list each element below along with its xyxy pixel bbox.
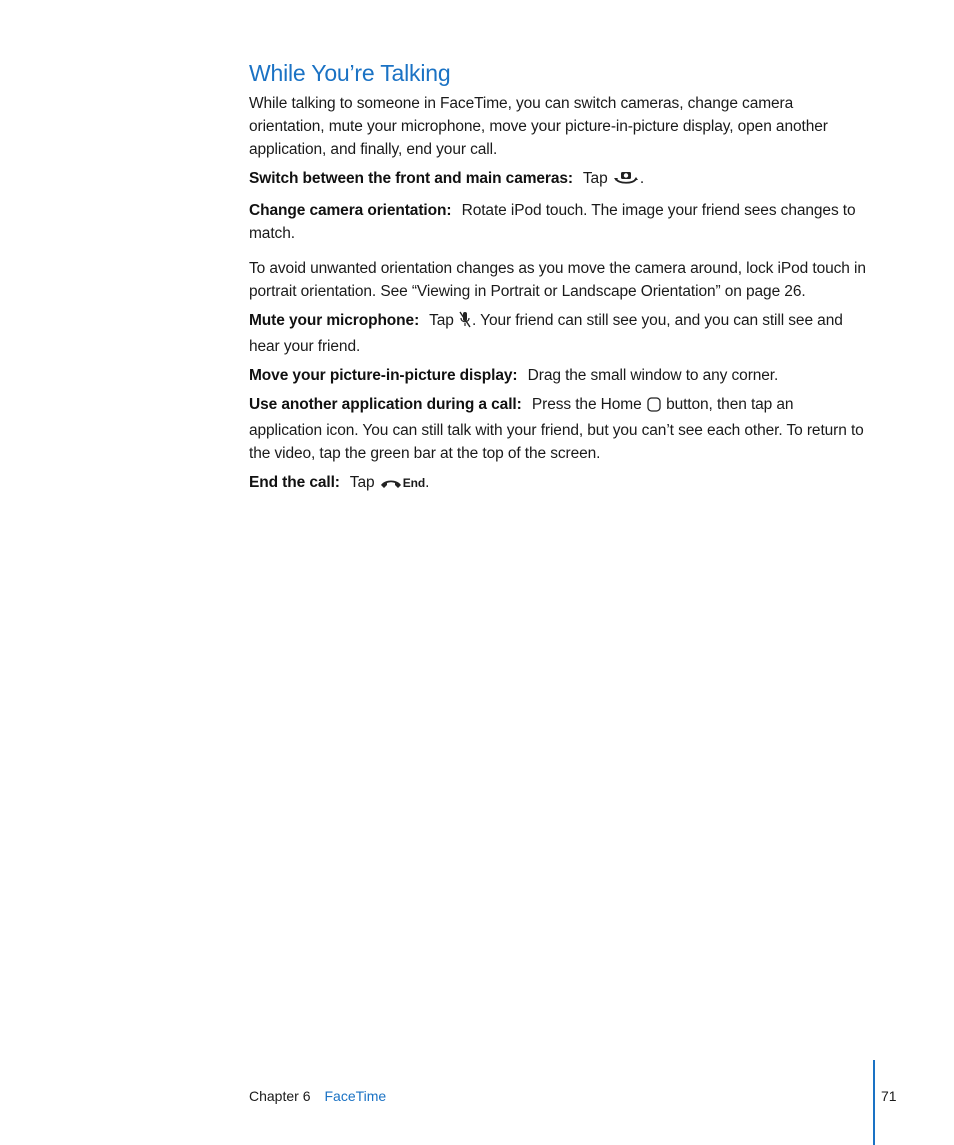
lock-note-paragraph: To avoid unwanted orientation changes as you move the camera around, lock iPod touch in portrait orientation. See “Viewing in Portrait or Landscape Orientation” on page 26. — [249, 260, 866, 300]
footer-divider — [873, 1060, 875, 1145]
section-heading: While You’re Talking — [249, 60, 451, 86]
camera-switch-icon — [613, 170, 639, 193]
footer-chapter: Chapter 6 — [249, 1088, 311, 1104]
pip-term: Move your picture-in-picture display: — [249, 367, 518, 384]
page-number: 71 — [881, 1088, 897, 1104]
footer-chapter-name: FaceTime — [324, 1088, 387, 1104]
intro-paragraph: While talking to someone in FaceTime, you can switch cameras, change camera orientation, mute your microphone, move your picture-in-picture display, open another application, and finally, end your call. — [249, 95, 828, 158]
orientation-text: Rotate iPod touch. The image your friend sees changes to match. — [249, 202, 856, 242]
phone-hangup-icon — [380, 474, 402, 497]
mute-text: . Your friend can still see you, and you can still see and hear your friend. — [249, 312, 843, 355]
orientation-term: Change camera orientation: — [249, 202, 452, 219]
end-call-end: . — [425, 474, 430, 491]
switch-cameras-tap: Tap — [582, 170, 608, 187]
other-app-text-after: button, then tap an application icon. You can still talk with your friend, but you can’t see each other. To return to the video, tap the green bar at the top of the screen. — [249, 396, 864, 462]
page-footer — [249, 1088, 386, 1104]
document-body — [249, 58, 867, 503]
end-button-label: End — [402, 476, 426, 490]
switch-cameras-end: . — [639, 170, 645, 187]
orientation-item — [249, 199, 867, 245]
switch-cameras-term: Switch between the front and main cameras: — [249, 170, 573, 187]
end-call-tap: Tap — [349, 474, 375, 491]
mute-microphone-icon — [459, 311, 471, 335]
switch-cameras-item — [249, 167, 867, 193]
mute-tap: Tap — [429, 312, 454, 329]
pip-text: Drag the small window to any corner. — [527, 367, 779, 384]
end-call-item — [249, 471, 867, 497]
end-call-term: End the call: — [249, 474, 340, 491]
other-app-text-before: Press the Home — [531, 396, 642, 413]
other-app-item — [249, 393, 867, 465]
mute-term: Mute your microphone: — [249, 312, 420, 329]
pip-item — [249, 364, 867, 387]
mute-item — [249, 309, 867, 358]
other-app-term: Use another application during a call: — [249, 396, 522, 413]
home-button-icon — [647, 396, 661, 419]
